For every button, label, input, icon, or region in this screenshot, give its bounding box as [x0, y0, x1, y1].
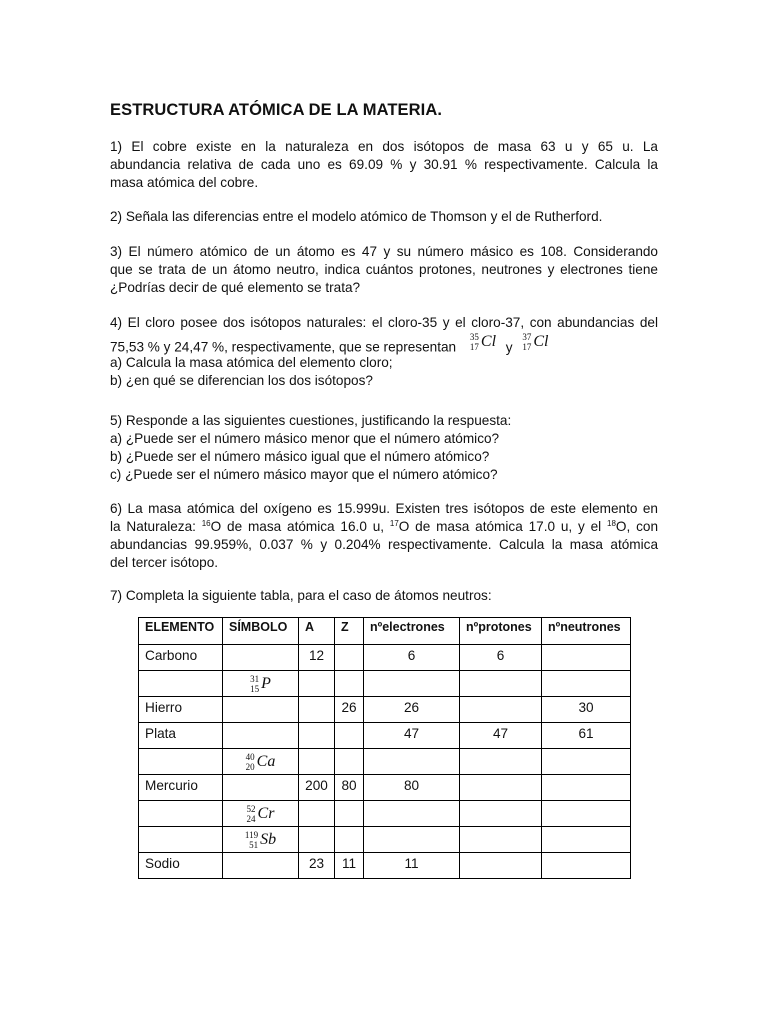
cell-protones[interactable] [460, 827, 542, 853]
cell-elemento[interactable] [139, 801, 223, 827]
header-simbolo: SÍMBOLO [223, 618, 299, 645]
cell-a[interactable] [299, 749, 335, 775]
table-row [139, 697, 631, 723]
cell-protones[interactable] [460, 853, 542, 879]
question-5-intro: 5) Responde a las siguientes cuestiones, justificando la respuesta: [110, 413, 512, 428]
cell-a[interactable]: 200 [299, 775, 335, 801]
chromium-notation [247, 804, 275, 824]
cell-simbolo[interactable] [223, 801, 299, 827]
cell-electrones[interactable]: 47 [364, 723, 460, 749]
chlorine-35-notation [470, 332, 496, 352]
cell-simbolo[interactable] [223, 749, 299, 775]
cell-neutrones[interactable] [542, 827, 631, 853]
cell-neutrones[interactable]: 30 [542, 697, 631, 723]
cell-a[interactable] [299, 827, 335, 853]
cell-z[interactable] [335, 645, 364, 671]
question-5 [110, 412, 658, 484]
chromium-symbol: Cr [257, 804, 275, 822]
question-2-line: 2) Señala las diferencias entre el modelo atómico de Thomson y el de Rutherford. [110, 209, 603, 224]
cell-simbolo[interactable] [223, 671, 299, 697]
oxygen-18-superscript: 18 [607, 519, 616, 528]
cell-elemento[interactable] [139, 827, 223, 853]
antimony-symbol: Sb [260, 830, 277, 848]
cell-electrones[interactable]: 80 [364, 775, 460, 801]
phosphorus-notation [250, 674, 271, 694]
cell-protones[interactable] [460, 697, 542, 723]
cell-neutrones[interactable] [542, 775, 631, 801]
chlorine-37-notation [522, 332, 548, 352]
oxygen-16-superscript: 16 [201, 519, 211, 528]
header-protones: nºprotones [460, 618, 542, 645]
cell-simbolo[interactable] [223, 645, 299, 671]
header-elemento: ELEMENTO [139, 618, 223, 645]
cell-neutrones[interactable] [542, 853, 631, 879]
atoms-table [138, 617, 631, 879]
table-header-row [139, 618, 631, 645]
cell-a[interactable]: 12 [299, 645, 335, 671]
cell-z[interactable] [335, 723, 364, 749]
table-row [139, 801, 631, 827]
table-row [139, 827, 631, 853]
cell-electrones[interactable] [364, 827, 460, 853]
cell-simbolo[interactable] [223, 723, 299, 749]
cell-a[interactable] [299, 697, 335, 723]
question-6-line-1: 6) La masa atómica del oxígeno es 15.999u. Existen tres isótopos de este elemento en [110, 501, 658, 516]
question-4-part-b: b) ¿en qué se diferencian los dos isótopos? [110, 373, 373, 388]
question-3-line-3: ¿Podrías decir de qué elemento se trata? [110, 280, 361, 295]
table-row [139, 775, 631, 801]
question-6-line-2-d: O, con [615, 519, 659, 534]
table-row [139, 853, 631, 879]
question-7-line: 7) Completa la siguiente tabla, para el caso de átomos neutros: [110, 588, 492, 603]
chromium-atomic: 24 [246, 813, 256, 824]
question-4 [110, 314, 658, 390]
calcium-atomic: 20 [245, 761, 255, 772]
cell-protones[interactable] [460, 801, 542, 827]
question-3-line-2: que se trata de un átomo neutro, indica cuántos protones, neutrones y electrones tiene [110, 262, 658, 277]
cell-z[interactable] [335, 827, 364, 853]
cell-neutrones[interactable]: 61 [542, 723, 631, 749]
cell-elemento[interactable]: Mercurio [139, 775, 223, 801]
cell-z[interactable] [335, 671, 364, 697]
cell-z[interactable]: 26 [335, 697, 364, 723]
cell-electrones[interactable] [364, 749, 460, 775]
oxygen-17-superscript: 17 [389, 519, 399, 528]
calcium-mass: 40 [245, 751, 255, 762]
cell-protones[interactable] [460, 749, 542, 775]
question-1-line-3: masa atómica del cobre. [110, 175, 259, 190]
cell-simbolo[interactable] [223, 827, 299, 853]
cell-electrones[interactable] [364, 671, 460, 697]
cell-protones[interactable] [460, 671, 542, 697]
question-1-line-1: 1) El cobre existe en la naturaleza en dos isótopos de masa 63 u y 65 u. La [110, 139, 658, 154]
question-6-line-4: del tercer isótopo. [110, 555, 219, 570]
question-5-part-b: b) ¿Puede ser el número másico igual que el número atómico? [110, 449, 490, 464]
cell-neutrones[interactable] [542, 645, 631, 671]
chlorine-37-atomic: 17 [522, 342, 532, 352]
cell-neutrones[interactable] [542, 801, 631, 827]
cell-electrones[interactable]: 6 [364, 645, 460, 671]
cell-electrones[interactable]: 26 [364, 697, 460, 723]
cell-z[interactable] [335, 801, 364, 827]
calcium-notation [246, 752, 276, 772]
cell-simbolo[interactable] [223, 775, 299, 801]
chlorine-37-symbol: Cl [533, 333, 549, 350]
question-7 [110, 587, 658, 605]
question-1-line-2: abundancia relativa de cada uno es 69.09 % y 30.91 % respectivamente. Calcula la [110, 157, 658, 172]
cell-elemento[interactable] [139, 749, 223, 775]
cell-elemento[interactable]: Sodio [139, 853, 223, 879]
cell-protones[interactable]: 47 [460, 723, 542, 749]
cell-a[interactable] [299, 801, 335, 827]
cell-neutrones[interactable] [542, 671, 631, 697]
cell-z[interactable]: 11 [335, 853, 364, 879]
phosphorus-symbol: P [261, 674, 271, 692]
question-2 [110, 208, 658, 226]
table-row [139, 749, 631, 775]
cell-electrones[interactable]: 11 [364, 853, 460, 879]
page-title: ESTRUCTURA ATÓMICA DE LA MATERIA. [110, 101, 443, 119]
table-row [139, 671, 631, 697]
cell-a[interactable]: 23 [299, 853, 335, 879]
antimony-atomic: 51 [249, 839, 259, 850]
cell-z[interactable] [335, 749, 364, 775]
header-neutrones: nºneutrones [542, 618, 631, 645]
question-4-part-a: a) Calcula la masa atómica del elemento cloro; [110, 355, 393, 370]
cell-protones[interactable]: 6 [460, 645, 542, 671]
cell-elemento[interactable]: Carbono [139, 645, 223, 671]
chromium-mass: 52 [246, 803, 256, 814]
cell-electrones[interactable] [364, 801, 460, 827]
calcium-symbol: Ca [256, 752, 276, 770]
cell-a[interactable] [299, 723, 335, 749]
chlorine-37-mass: 37 [522, 332, 532, 342]
phosphorus-mass: 31 [250, 673, 260, 684]
question-6-line-3: abundancias 99.959%, 0.037 % y 0.204% respectivamente. Calcula la masa atómica [110, 537, 658, 552]
question-3 [110, 243, 658, 297]
cell-elemento[interactable] [139, 671, 223, 697]
cell-elemento[interactable]: Plata [139, 723, 223, 749]
phosphorus-atomic: 15 [250, 683, 260, 694]
antimony-notation [245, 830, 276, 850]
cell-protones[interactable] [460, 775, 542, 801]
question-6-line-2-b: O de masa atómica 16.0 u, [210, 519, 390, 534]
header-electrones: nºelectrones [364, 618, 460, 645]
cell-z[interactable]: 80 [335, 775, 364, 801]
question-5-part-c: c) ¿Puede ser el número másico mayor que el número atómico? [110, 467, 498, 482]
question-5-part-a: a) ¿Puede ser el número másico menor que el número atómico? [110, 431, 500, 446]
question-6-line-2-c: O de masa atómica 17.0 u, y el [398, 519, 608, 534]
question-4-conjunction: y [505, 339, 513, 355]
question-4-line-1: 4) El cloro posee dos isótopos naturales: el cloro-35 y el cloro-37, con abundancias del [110, 315, 658, 330]
table-row [139, 723, 631, 749]
cell-neutrones[interactable] [542, 749, 631, 775]
antimony-mass: 119 [244, 829, 259, 840]
question-6 [110, 500, 658, 572]
question-4-line-2-text: 75,53 % y 24,47 %, respectivamente, que se representan [110, 339, 457, 355]
chlorine-35-symbol: Cl [480, 333, 497, 350]
question-6-line-2 [110, 518, 658, 536]
question-6-line-2-a: la Naturaleza: [110, 519, 202, 534]
question-3-line-1: 3) El número atómico de un átomo es 47 y su número másico es 108. Considerando [110, 244, 658, 259]
question-1 [110, 138, 658, 192]
cell-simbolo[interactable] [223, 853, 299, 879]
cell-simbolo[interactable] [223, 697, 299, 723]
table-row [139, 645, 631, 671]
header-a: A [299, 618, 335, 645]
header-z: Z [335, 618, 364, 645]
chlorine-35-mass: 35 [469, 332, 479, 342]
cell-a[interactable] [299, 671, 335, 697]
chlorine-35-atomic: 17 [469, 342, 479, 352]
cell-elemento[interactable]: Hierro [139, 697, 223, 723]
